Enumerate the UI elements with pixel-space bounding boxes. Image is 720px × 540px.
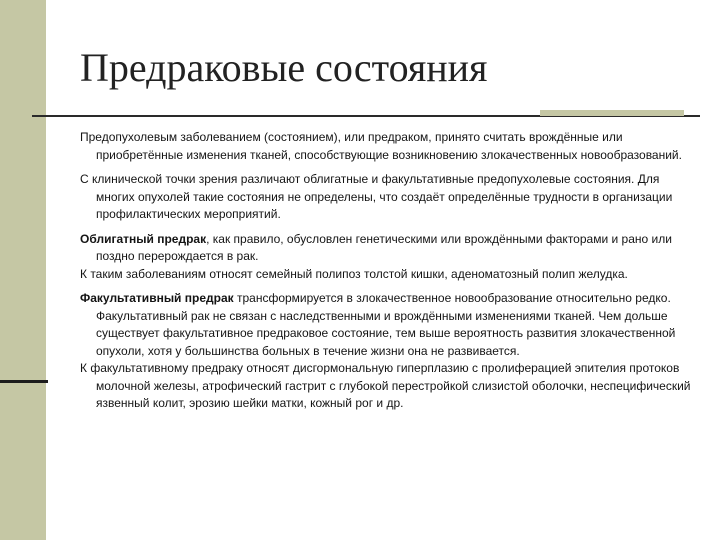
paragraph-definition — [80, 129, 692, 164]
paragraph-text-rest: трансформируется в злокачественное новообразование относительно редко. Факультативный рак не связан с наследственными и врождёнными изменениями тканей. Чем дольше существует факультативное предраковое состояние, тем выше вероятность развития злокачественной опухоли, хотя у большинства больных в течение жизни она не развивается. — [96, 291, 676, 358]
paragraph-text: К факультативному предраку относят дисгормональную гиперплазию с пролиферацией эпителия протоков молочной железы, атрофический гастрит с глубокой перестройкой слизистой оболочки, неспецифический язвенный колит, эрозию шейки матки, кожный рог и др. — [80, 361, 691, 410]
paragraph-clinical — [80, 171, 692, 224]
paragraph-text-rest: , как правило, обусловлен генетическими или врождёнными факторами и рано или поздно перерождается в рак. — [96, 231, 672, 263]
left-bar-divider — [0, 380, 48, 383]
paragraph-facultative — [80, 290, 692, 413]
paragraph-text: Предопухолевым заболеванием (состоянием), или предраком, принято считать врождённые или приобретённые изменения тканей, способствующие возникновению злокачественных новообразований. — [80, 130, 682, 162]
slide-title: Предраковые состояния — [80, 45, 488, 90]
term-facultative: Факультативный предрак — [80, 291, 234, 305]
title-accent-bar — [540, 110, 684, 116]
term-obligate: Облигатный предрак — [80, 231, 207, 246]
left-decorative-bar — [0, 0, 46, 540]
paragraph-obligate — [80, 231, 692, 284]
paragraph-text — [80, 290, 692, 360]
paragraph-text — [80, 231, 692, 266]
paragraph-text: С клинической точки зрения различают облигатные и факультативные предопухолевые состояния. Для многих опухолей такие состояния не определены, что создаёт определённые трудности в организации профилактических мероприятий. — [80, 172, 673, 221]
paragraph-text: К таким заболеваниям относят семейный полипоз толстой кишки, аденоматозный полип желудка. — [80, 266, 628, 281]
slide-body — [80, 129, 692, 420]
